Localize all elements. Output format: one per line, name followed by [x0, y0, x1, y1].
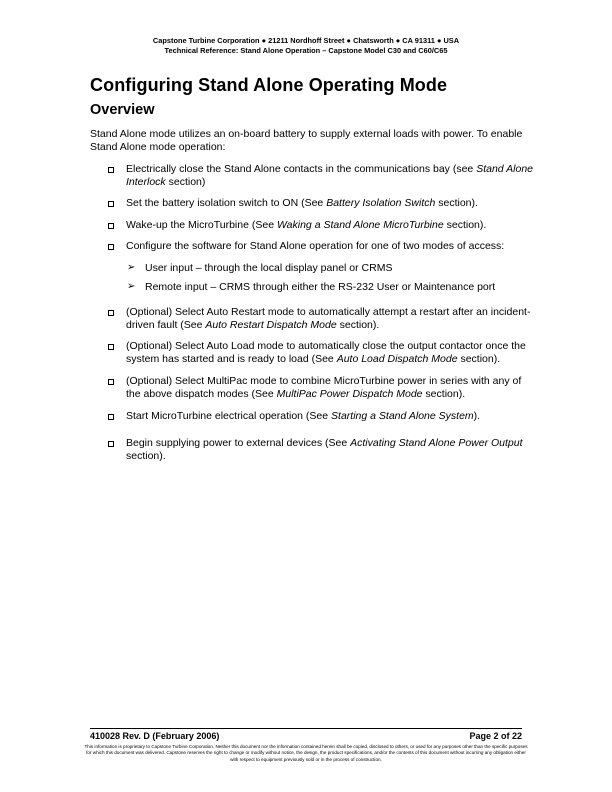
- checkbox-bullet-icon: [108, 344, 114, 350]
- checkbox-bullet-icon: [108, 223, 114, 229]
- footer-page-number: Page 2 of 22: [469, 731, 522, 741]
- checkbox-bullet-icon: [108, 310, 114, 316]
- list-item-text: Electrically close the Stand Alone contacts in the communications bay (see Stand Alone Interlock section): [126, 163, 534, 188]
- section-heading-overview: Overview: [90, 102, 155, 118]
- footer-divider: [90, 728, 522, 729]
- list-item-text: (Optional) Select MultiPac mode to combine MicroTurbine power in series with any of the above dispatch modes (See MultiPac Power Dispatch Mode section).: [126, 375, 522, 400]
- checkbox-bullet-icon: [108, 379, 114, 385]
- list-item-text: (Optional) Select Auto Load mode to automatically close the output contactor once the system has started and is ready to load (See Auto Load Dispatch Mode section).: [126, 340, 526, 365]
- list-item-text: Set the battery isolation switch to ON (See Battery Isolation Switch section).: [126, 197, 478, 209]
- checkbox-bullet-icon: [108, 414, 114, 420]
- checkbox-bullet-icon: [108, 244, 114, 250]
- sub-list-item-text: Remote input – CRMS through either the RS-232 User or Maintenance port: [145, 281, 496, 293]
- list-item-text: Start MicroTurbine electrical operation (See Starting a Stand Alone System).: [126, 410, 481, 422]
- sub-list-item-text: User input – through the local display panel or CRMS: [145, 262, 393, 274]
- checkbox-bullet-icon: [108, 167, 114, 173]
- footer-disclaimer: This information is proprietary to Capstone Turbine Corporation. Neither this document nor the information contained herein shall be copied, disclosed to others, or used for any purposes other than the specific purposes for which this document was delivered. Capstone reserves the right to change or modify without notice, the design, the product specifications, and/or the contents of this document without incurring any obligation either with respect to equipment previously sold or in the process of construction.: [84, 744, 528, 762]
- header-company-line: Capstone Turbine Corporation ● 21211 Nordhoff Street ● Chatsworth ● CA 91311 ● USA: [152, 36, 460, 45]
- checkbox-bullet-icon: [108, 201, 114, 207]
- arrow-bullet-icon: ➢: [127, 262, 136, 273]
- intro-paragraph: Stand Alone mode utilizes an on-board battery to supply external loads with power. To enable Stand Alone mode operation:: [90, 128, 523, 153]
- page-title: Configuring Stand Alone Operating Mode: [90, 75, 448, 95]
- footer-document-id: 410028 Rev. D (February 2006): [90, 731, 220, 741]
- list-item-text: Wake-up the MicroTurbine (See Waking a Stand Alone MicroTurbine section).: [126, 219, 487, 231]
- arrow-bullet-icon: ➢: [127, 281, 136, 292]
- list-item-text: Begin supplying power to external devices (See Activating Stand Alone Power Output section).: [126, 437, 523, 462]
- list-item-text: (Optional) Select Auto Restart mode to automatically attempt a restart after an incident-driven fault (See Auto Restart Dispatch Mode section).: [126, 306, 531, 331]
- checkbox-bullet-icon: [108, 441, 114, 447]
- page-header: [0, 36, 612, 56]
- list-item-text: Configure the software for Stand Alone operation for one of two modes of access:: [126, 240, 505, 252]
- header-reference-line: Technical Reference: Stand Alone Operation – Capstone Model C30 and C60/C65: [164, 46, 448, 55]
